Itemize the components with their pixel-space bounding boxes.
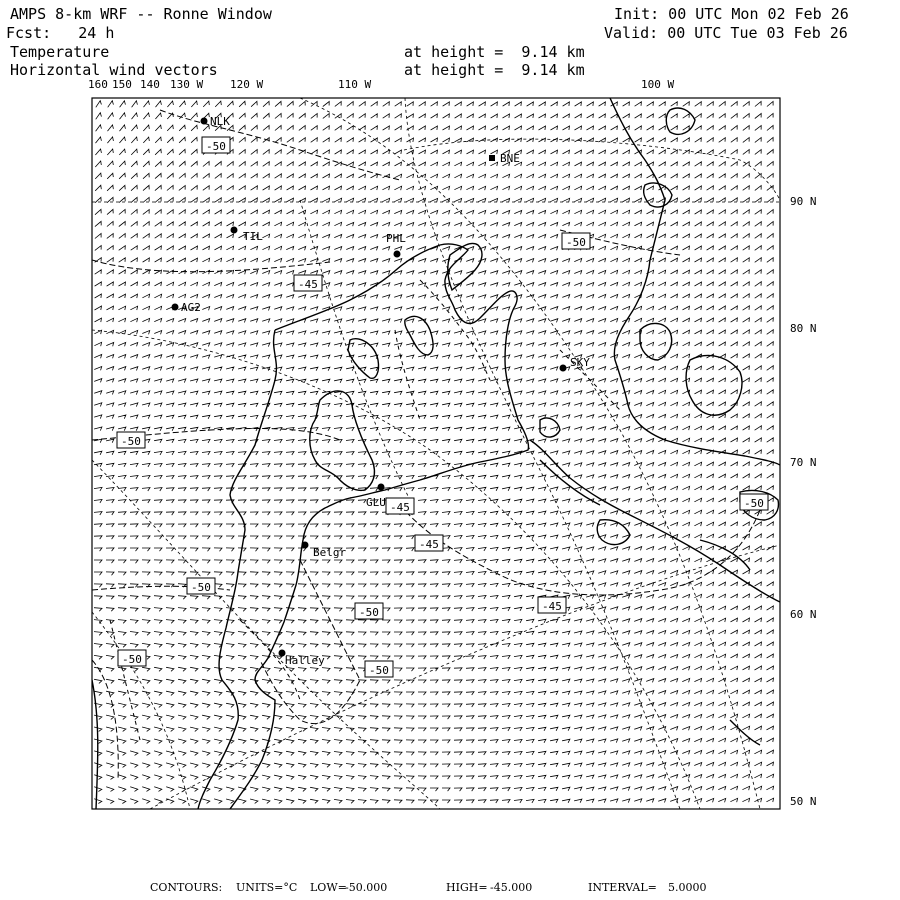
svg-text:-45: -45 <box>542 600 562 613</box>
svg-text:-45: -45 <box>298 278 318 291</box>
svg-text:-50: -50 <box>566 236 586 249</box>
contour-label <box>117 432 145 448</box>
plot-title: AMPS 8-km WRF -- Ronne Window <box>10 5 272 23</box>
footer-high-label: HIGH= <box>446 881 488 894</box>
field-temperature: Temperature <box>10 43 110 61</box>
station-label: SKY <box>570 356 590 369</box>
contour-label <box>202 137 230 153</box>
svg-text:-50: -50 <box>369 664 389 677</box>
contour-label <box>118 650 146 666</box>
footer-interval-value: 5.0000 <box>668 881 707 894</box>
contour-label <box>294 275 322 291</box>
station-label: GLU <box>366 496 386 509</box>
station-label: BNE <box>500 152 520 165</box>
lat-label: 90 N <box>790 195 817 208</box>
station-label: TIL <box>243 230 263 243</box>
lat-label: 80 N <box>790 322 817 335</box>
lon-label: 150 <box>112 78 132 91</box>
contour-label <box>365 661 393 677</box>
footer-low-value: -50.000 <box>345 881 388 894</box>
station-label: Belgr <box>313 546 347 559</box>
svg-text:-50: -50 <box>206 140 226 153</box>
station-label: Halley <box>285 654 325 667</box>
contour-label <box>187 578 215 594</box>
footer-units: UNITS=°C <box>236 881 298 894</box>
lon-label: 110 W <box>338 78 372 91</box>
forecast-hour: Fcst: 24 h <box>6 24 115 42</box>
station-label: PHL <box>386 232 406 245</box>
svg-text:-50: -50 <box>191 581 211 594</box>
station-bne <box>489 152 520 165</box>
lon-label: 120 W <box>230 78 264 91</box>
footer-contours: CONTOURS: <box>150 881 223 894</box>
svg-text:-50: -50 <box>121 435 141 448</box>
lon-label: 160 <box>88 78 108 91</box>
contour-label <box>355 603 383 619</box>
station-label: AG2 <box>181 301 201 314</box>
field-temperature-height: at height = 9.14 km <box>404 43 585 61</box>
lon-label: 100 W <box>641 78 675 91</box>
contour-label <box>538 597 566 613</box>
init-time: Init: 00 UTC Mon 02 Feb 26 <box>614 5 849 23</box>
station-label: NLK <box>210 115 230 128</box>
contour-label <box>562 233 590 249</box>
station-til <box>231 227 264 244</box>
lat-label: 70 N <box>790 456 817 469</box>
station-phl <box>386 232 406 258</box>
field-wind-height: at height = 9.14 km <box>404 61 585 79</box>
footer-high-value: -45.000 <box>490 881 533 894</box>
station-belgr <box>302 542 347 560</box>
lon-label: 130 W <box>170 78 204 91</box>
svg-text:-50: -50 <box>122 653 142 666</box>
contour-label <box>415 535 443 551</box>
footer-low-label: LOW= <box>310 881 347 894</box>
lat-label: 60 N <box>790 608 817 621</box>
lon-label: 140 <box>140 78 160 91</box>
svg-text:-45: -45 <box>419 538 439 551</box>
station-ag2 <box>172 301 201 314</box>
lat-label: 50 N <box>790 795 817 808</box>
svg-text:-45: -45 <box>390 501 410 514</box>
field-wind-vectors: Horizontal wind vectors <box>10 61 218 79</box>
wind-vector-field <box>94 101 774 804</box>
wind-vectors <box>94 101 774 804</box>
station-halley <box>279 650 326 668</box>
contour-label <box>386 498 414 514</box>
valid-time: Valid: 00 UTC Tue 03 Feb 26 <box>604 24 848 42</box>
svg-text:-50: -50 <box>359 606 379 619</box>
footer-interval-label: INTERVAL= <box>588 881 657 894</box>
svg-text:-50: -50 <box>744 497 764 510</box>
contour-label <box>740 494 768 510</box>
